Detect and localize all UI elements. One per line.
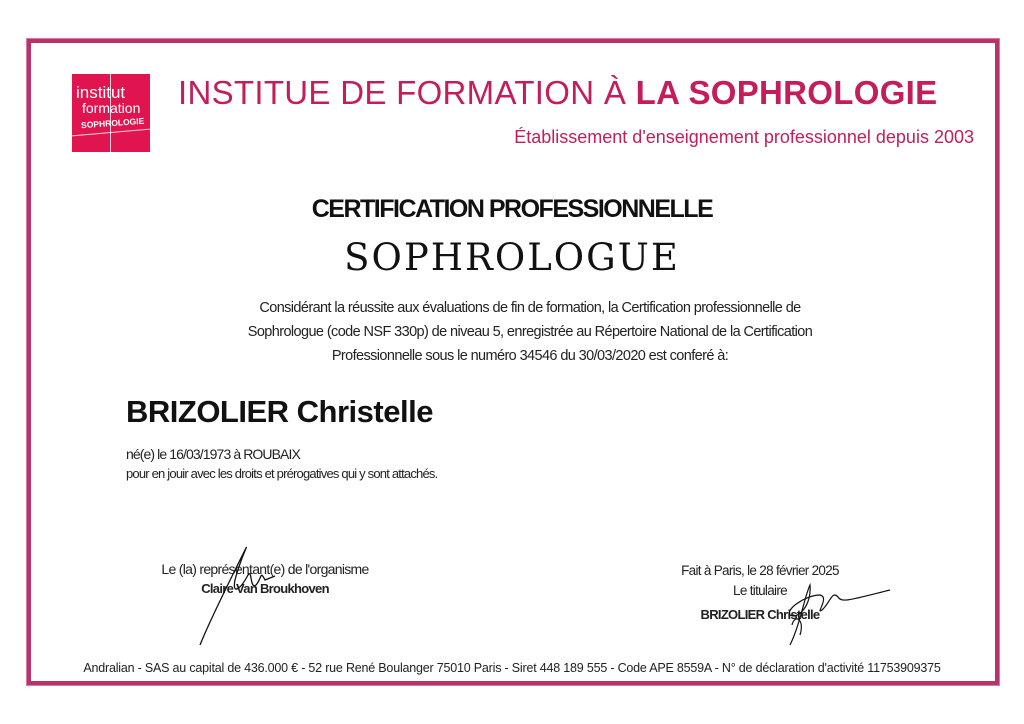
logo-text: institut (76, 83, 126, 102)
title-regular: INSTITUE DE FORMATION À (178, 74, 636, 111)
paragraph-line: Sophrologue (code NSF 330p) de niveau 5, enregistrée au Répertoire National de la Certification (247, 324, 813, 340)
logo-text: formation (82, 100, 141, 116)
birth-info: né(e) le 16/03/1973 à ROUBAIX (126, 446, 300, 462)
institute-title (178, 74, 937, 112)
signer-name: Claire Van Broukhoven (201, 581, 329, 596)
logo-text: SOPHROLOGIE (80, 115, 145, 131)
signer-role: Le (la) représentant(e) de l'organisme (161, 561, 369, 577)
holder-signature (760, 575, 900, 655)
legal-footer: Andralian - SAS au capital de 436.000 € - 52 rue René Boulanger 75010 Paris - Siret 448 189 555 - Code APE 8559A - N° de déclaration d'activité 11753909375 (83, 661, 941, 675)
institute-subtitle: Établissement d'enseignement professionnel depuis 2003 (514, 127, 974, 147)
paragraph-line: Professionnelle sous le numéro 34546 du 30/03/2020 est conferé à: (331, 348, 729, 364)
certificate-heading: CERTIFICATION PROFESSIONNELLE (311, 195, 713, 223)
recipient-name: BRIZOLIER Christelle (126, 394, 433, 429)
certificate-paragraph (190, 296, 870, 368)
profession-title: SOPHROLOGUE (344, 236, 680, 279)
place-date: Fait à Paris, le 28 février 2025 (681, 563, 839, 578)
institute-logo (72, 74, 150, 152)
title-bold: LA SOPHROLOGIE (635, 74, 938, 111)
organization-signature (190, 540, 290, 650)
signer-role: Le titulaire (733, 583, 787, 598)
paragraph-line: Considérant la réussite aux évaluations de fin de formation, la Certification professionnelle de (259, 300, 801, 316)
signer-name: BRIZOLIER Christelle (700, 607, 820, 622)
rights-statement: pour en jouir avec les droits et prérogatives qui y sont attachés. (126, 466, 438, 481)
